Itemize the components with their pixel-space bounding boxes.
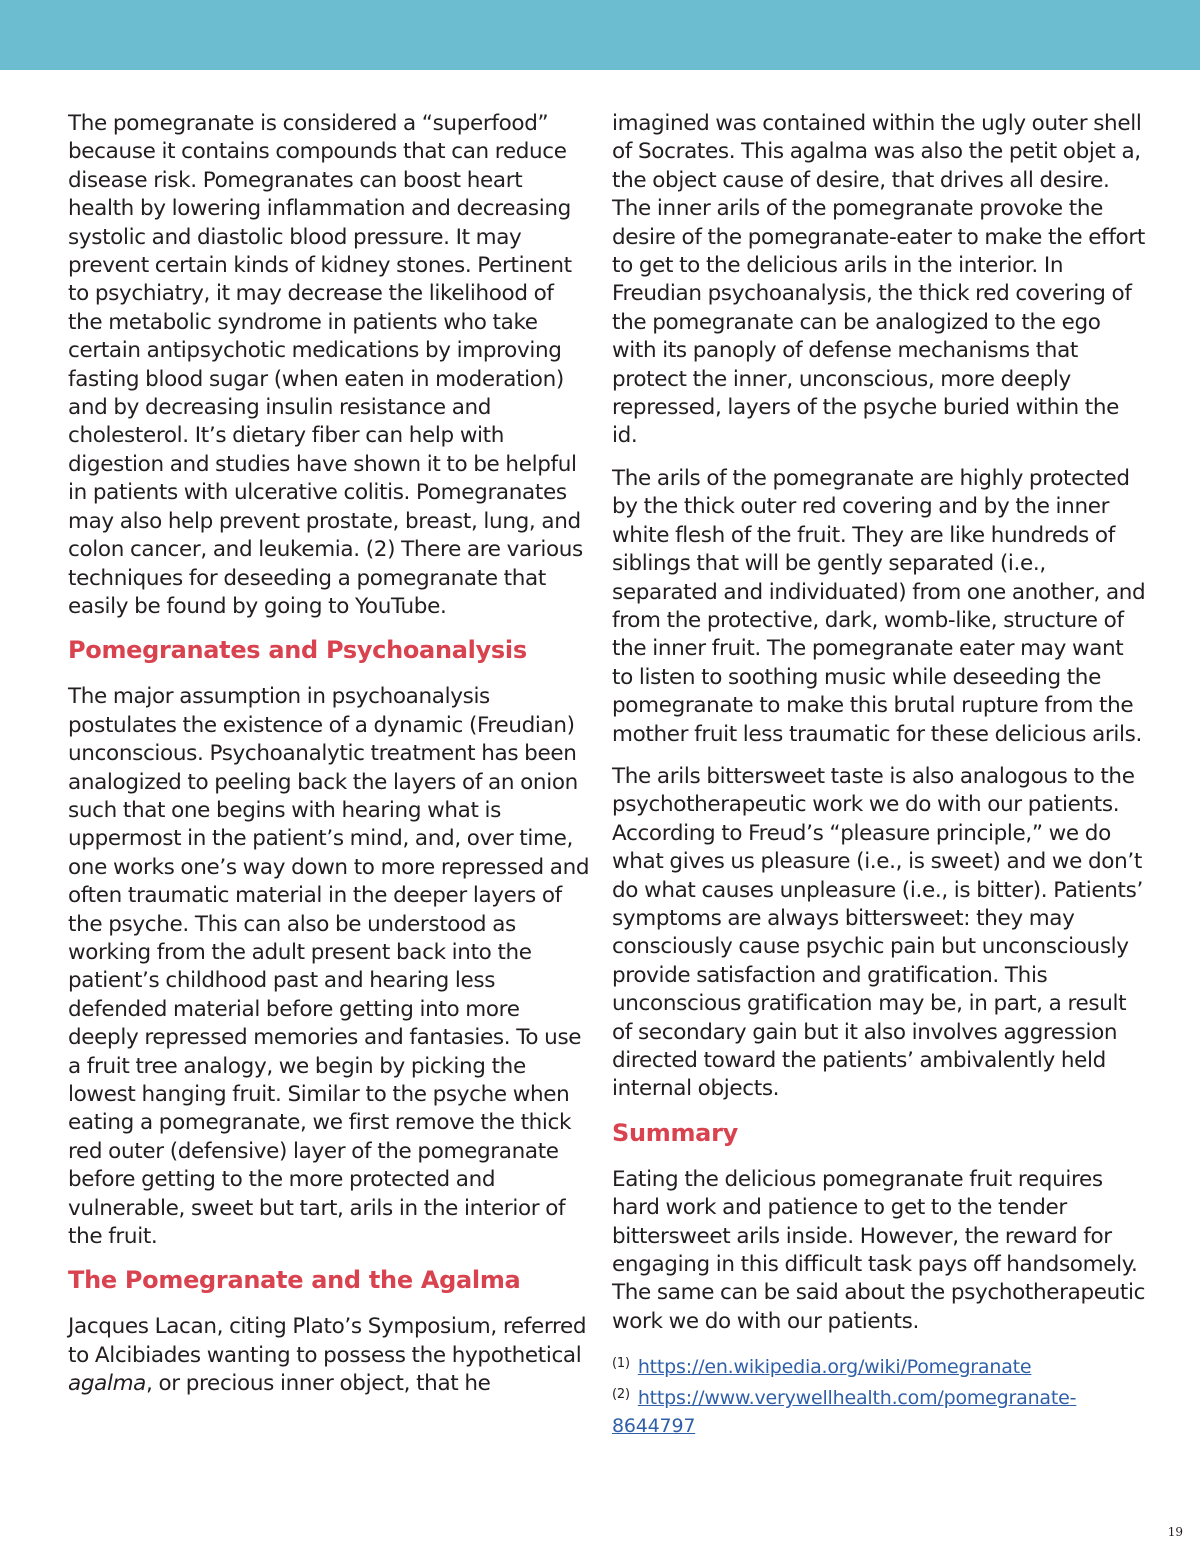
agalma-text-start: Jacques Lacan, citing Plato’s Symposium, referred to Alcibiades wanting to possess the hypothetical — [68, 1314, 587, 1368]
heading-agalma: The Pomegranate and the Agalma — [68, 1266, 521, 1295]
page-number: 19 — [1167, 1525, 1183, 1539]
summary-paragraph: Eating the delicious pomegranate fruit requires hard work and patience to get to the tender bittersweet arils inside. However, the reward for engaging in this difficult task pays off handsomely. The same can be said about the psychotherapeutic work we do with our patients. — [612, 1166, 1146, 1334]
footnote-link-wikipedia[interactable]: https://en.wikipedia.org/wiki/Pomegranate — [637, 1356, 1032, 1379]
bittersweet-paragraph: The arils bittersweet taste is also analogous to the psychotherapeutic work we do with our patients. According to Freud’s “pleasure principle,” we do what gives us pleasure (i.e., is sweet) and we don’t do what causes unpleasure (i.e., is bitter). Patients’ symptoms are always bittersweet: they may consciously cause psychic pain but unconsciously provide satisfaction and gratification. This unconscious gratification may be, in part, a result of secondary gain but it also involves aggression directed toward the patients’ ambivalently held internal objects. — [612, 763, 1143, 1102]
psychoanalysis-paragraph: The major assumption in psychoanalysis postulates the existence of a dynamic (Freudian) unconscious. Psychoanalytic treatment has been analogized to peeling back the layers of an onion such that one begins with hearing what is uppermost in the patient’s mind, and, over time, one works one’s way down to more repressed and often traumatic material in the deeper layers of the psyche. This can also be understood as working from the adult present back into the patient’s childhood past and hearing less defended material before getting into more deeply repressed memories and fantasies. To use a fruit tree analogy, we begin by picking the lowest hanging fruit. Similar to the psyche when eating a pomegranate, we first remove the thick red outer (defensive) layer of the pomegranate before getting to the more protected and vulnerable, sweet but tart, arils in the interior of the fruit. — [68, 684, 590, 1250]
footnote-marker: (2) — [612, 1387, 630, 1403]
header-band — [0, 0, 1200, 70]
continuation-paragraph: imagined was contained within the ugly outer shell of Socrates. This agalma was also the petit objet a, the object cause of desire, that drives all desire. The inner arils of the pomegranate provoke the desire of the pomegranate-eater to make the effort to get to the delicious arils in the interior. In Freudian psychoanalysis, the thick red covering of the pomegranate can be analogized to the ego with its panoply of defense mechanisms that protect the inner, unconscious, more deeply repressed, layers of the psyche buried within the id. — [612, 111, 1145, 449]
footnotes — [612, 1350, 1146, 1440]
heading-psychoanalysis: Pomegranates and Psychoanalysis — [68, 636, 527, 665]
agalma-italic-term: agalma — [68, 1371, 146, 1397]
intro-paragraph: The pomegranate is considered a “superfood” because it contains compounds that can reduce disease risk. Pomegranates can boost heart health by lowering inflammation and decreasing systolic and diastolic blood pressure. It may prevent certain kinds of kidney stones. Pertinent to psychiatry, it may decrease the likelihood of the metabolic syndrome in patients who take certain antipsychotic medications by improving fasting blood sugar (when eaten in moderation) and by decreasing insulin resistance and cholesterol. It’s dietary fiber can help with digestion and studies have shown it to be helpful in patients with ulcerative colitis. Pomegranates may also help prevent prostate, breast, lung, and colon cancer, and leukemia. (2) There are various techniques for deseeding a pomegranate that easily be found by going to YouTube. — [68, 111, 583, 619]
footnote-link-verywellhealth[interactable]: https://www.verywellhealth.com/pomegranate-8644797 — [612, 1387, 1077, 1438]
footnote-2 — [612, 1381, 1146, 1440]
heading-summary: Summary — [612, 1118, 738, 1147]
left-column — [68, 110, 590, 1413]
agalma-paragraph — [68, 1313, 590, 1398]
footnote-1 — [612, 1350, 1146, 1381]
agalma-text-end: , or precious inner object, that he — [146, 1371, 491, 1397]
arils-paragraph: The arils of the pomegranate are highly protected by the thick outer red covering and by the inner white flesh of the fruit. They are like hundreds of siblings that will be gently separated (i.e., separated and individuated) from one another, and from the protective, dark, womb-like, structure of the inner fruit. The pomegranate eater may want to listen to soothing music while deseeding the pomegranate to make this brutal rupture from the mother fruit less traumatic for these delicious arils. — [612, 465, 1146, 747]
right-column — [612, 110, 1146, 1440]
footnote-marker: (1) — [612, 1356, 630, 1372]
